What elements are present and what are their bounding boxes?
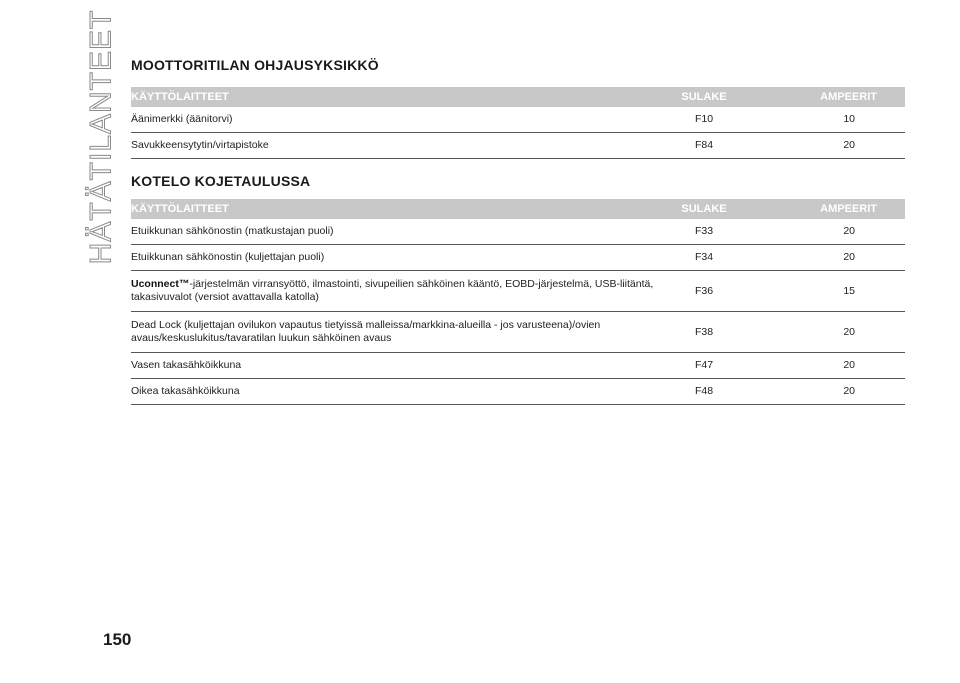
table-row bbox=[131, 312, 905, 353]
header-fuse: SULAKE bbox=[661, 87, 747, 107]
fuse-table-engine bbox=[131, 87, 905, 159]
section-title: MOOTTORITILAN OHJAUSYKSIKKÖ bbox=[131, 57, 379, 73]
cell-fuse: F38 bbox=[661, 312, 747, 353]
cell-fuse: F33 bbox=[661, 219, 747, 245]
table-row bbox=[131, 379, 905, 405]
cell-fuse: F36 bbox=[661, 271, 747, 312]
header-device: KÄYTTÖLAITTEET bbox=[131, 199, 661, 219]
cell-amps: 15 bbox=[747, 271, 905, 312]
header-device: KÄYTTÖLAITTEET bbox=[131, 87, 661, 107]
chapter-side-title-text: HÄTÄTILANTEET bbox=[84, 9, 118, 265]
brand-name: Uconnect™ bbox=[131, 278, 190, 290]
cell-fuse: F47 bbox=[661, 353, 747, 379]
cell-amps: 20 bbox=[747, 312, 905, 353]
cell-device-text: -järjestelmän virransyöttö, ilmastointi, sivupeilien sähköinen kääntö, EOBD-järjestelmä, USB-liitäntä, takasivuvalot (versiot avattavalla katolla) bbox=[131, 278, 654, 303]
table-header-row bbox=[131, 87, 905, 107]
cell-device: Etuikkunan sähkönostin (matkustajan puoli) bbox=[131, 219, 661, 245]
cell-amps: 20 bbox=[747, 219, 905, 245]
table-row bbox=[131, 133, 905, 159]
cell-fuse: F34 bbox=[661, 245, 747, 271]
section-engine-compartment bbox=[131, 56, 877, 159]
cell-fuse: F10 bbox=[661, 107, 747, 133]
section-dashboard-box bbox=[131, 172, 877, 405]
header-amps: AMPEERIT bbox=[747, 87, 905, 107]
cell-device: Etuikkunan sähkönostin (kuljettajan puoli) bbox=[131, 245, 661, 271]
cell-amps: 20 bbox=[747, 379, 905, 405]
fuse-table-dashboard bbox=[131, 199, 905, 405]
table-row bbox=[131, 219, 905, 245]
section-title: KOTELO KOJETAULUSSA bbox=[131, 173, 311, 189]
cell-device: Savukkeensytytin/virtapistoke bbox=[131, 133, 661, 159]
page-number: 150 bbox=[103, 630, 132, 649]
table-row bbox=[131, 353, 905, 379]
cell-fuse: F84 bbox=[661, 133, 747, 159]
cell-device: Äänimerkki (äänitorvi) bbox=[131, 107, 661, 133]
table-row bbox=[131, 245, 905, 271]
table-row bbox=[131, 271, 905, 312]
cell-amps: 10 bbox=[747, 107, 905, 133]
chapter-side-title bbox=[82, 9, 120, 265]
cell-device: Vasen takasähköikkuna bbox=[131, 353, 661, 379]
cell-device: Oikea takasähköikkuna bbox=[131, 379, 661, 405]
table-header-row bbox=[131, 199, 905, 219]
header-fuse: SULAKE bbox=[661, 199, 747, 219]
cell-device bbox=[131, 271, 661, 312]
cell-amps: 20 bbox=[747, 245, 905, 271]
cell-device: Dead Lock (kuljettajan ovilukon vapautus tietyissä malleissa/markkina-alueilla - jos varusteena)/ovien avaus/keskuslukitus/tavaratilan luukun sähköinen avaus bbox=[131, 312, 661, 353]
cell-fuse: F48 bbox=[661, 379, 747, 405]
header-amps: AMPEERIT bbox=[747, 199, 905, 219]
page-content bbox=[131, 56, 877, 405]
cell-amps: 20 bbox=[747, 133, 905, 159]
table-row bbox=[131, 107, 905, 133]
cell-amps: 20 bbox=[747, 353, 905, 379]
